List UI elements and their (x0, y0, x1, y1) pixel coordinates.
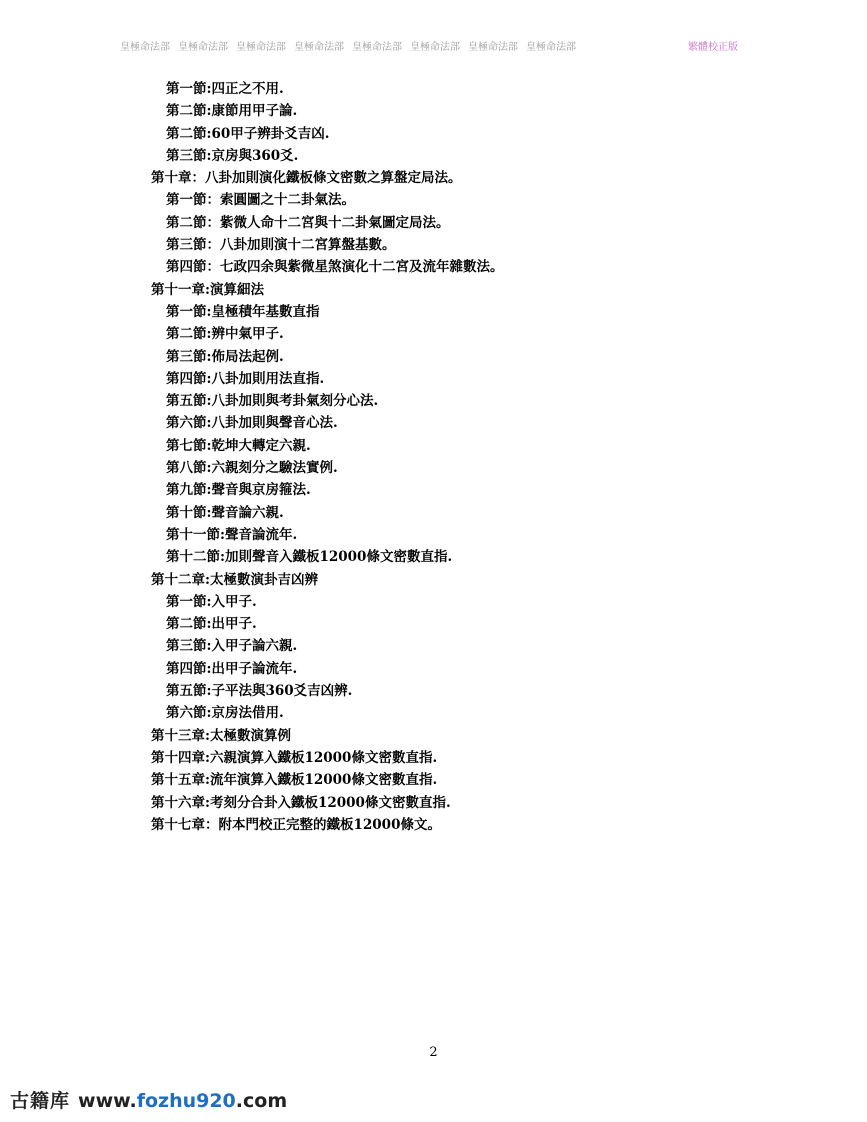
toc-section: 第二節:60甲子辨卦爻吉凶. (166, 125, 330, 142)
header-watermark-item: 皇極命法部 (526, 42, 576, 53)
toc-section: 第一節：索圓圖之十二卦氣法。 (166, 192, 355, 209)
toc-section: 第一節:皇極積年基數直指 (166, 303, 320, 320)
toc-section: 第九節:聲音與京房箍法. (166, 482, 311, 499)
toc-chapter: 第十二章:太極數演卦吉凶辨 (151, 571, 318, 588)
toc-chapter: 第十五章:流年演算入鐵板12000條文密數直指. (151, 772, 438, 789)
toc-section: 第五節:八卦加則與考卦氣刻分心法. (166, 393, 379, 410)
toc-section: 第六節:八卦加則與聲音心法. (166, 415, 338, 432)
header-watermark-item: 皇極命法部 (178, 42, 228, 53)
toc-section: 第三節：八卦加則演十二宮算盤基數。 (166, 237, 396, 254)
page-number: 2 (429, 1045, 438, 1060)
toc-section: 第四節：七政四余與紫微星煞演化十二宮及流年雜數法。 (166, 259, 504, 276)
toc-section: 第四節:出甲子論流年. (166, 660, 298, 677)
site-url-suffix: .com (235, 1090, 288, 1112)
table-of-contents (0, 78, 867, 836)
toc-section: 第一節:四正之不用. (166, 81, 284, 97)
toc-section: 第三節:佈局法起例. (166, 348, 284, 365)
toc-section: 第二節:康節用甲子論. (166, 103, 298, 120)
toc-section: 第三節:京房與360爻. (166, 147, 299, 164)
toc-section: 第八節:六親刻分之驗法實例. (166, 460, 338, 477)
header-watermark-item: 皇極命法部 (352, 42, 402, 53)
toc-section: 第一節:入甲子. (166, 593, 257, 610)
header-watermark-item: 皇極命法部 (468, 42, 518, 53)
toc-section: 第二節:辨中氣甲子. (166, 326, 284, 343)
toc-chapter: 第十三章:太極數演算例 (151, 727, 291, 744)
header-watermark-item: 皇極命法部 (236, 42, 286, 53)
toc-section: 第十節:聲音論六親. (166, 504, 284, 521)
header-watermark-items (120, 38, 576, 53)
site-name: 古籍库 (10, 1090, 71, 1112)
header-watermark-item: 皇極命法部 (410, 42, 460, 53)
toc-section: 第三節:入甲子論六親. (166, 638, 298, 655)
toc-section: 第二節:出甲子. (166, 616, 257, 633)
toc-chapter: 第十七章：附本門校正完整的鐵板12000條文。 (151, 816, 441, 833)
toc-chapter: 第十四章:六親演算入鐵板12000條文密數直指. (151, 749, 438, 766)
header-watermark-item: 皇極命法部 (294, 42, 344, 53)
toc-section: 第五節:子平法與360爻吉凶辨. (166, 683, 353, 700)
toc-section: 第四節:八卦加則用法直指. (166, 370, 325, 387)
toc-chapter: 第十章：八卦加則演化鐵板條文密數之算盤定局法。 (151, 170, 462, 187)
header-watermark-item: 皇極命法部 (120, 42, 170, 53)
toc-section: 第十二節:加則聲音入鐵板12000條文密數直指. (166, 549, 453, 566)
toc-section: 第七節:乾坤大轉定六親. (166, 437, 311, 454)
toc-chapter: 第十六章:考刻分合卦入鐵板12000條文密數直指. (151, 794, 451, 811)
page-header (0, 38, 867, 56)
toc-chapter: 第十一章:演算細法 (151, 281, 264, 298)
toc-section: 第六節:京房法借用. (166, 705, 284, 722)
site-url-prefix: www. (78, 1090, 137, 1112)
toc-section: 第十一節:聲音論流年. (166, 526, 298, 543)
site-logo[interactable] (10, 1088, 287, 1114)
edition-badge: 繁體校正版 (688, 42, 738, 53)
site-url-domain: fozhu920 (136, 1090, 236, 1112)
toc-section: 第二節：紫微人命十二宮與十二卦氣圖定局法。 (166, 214, 450, 231)
